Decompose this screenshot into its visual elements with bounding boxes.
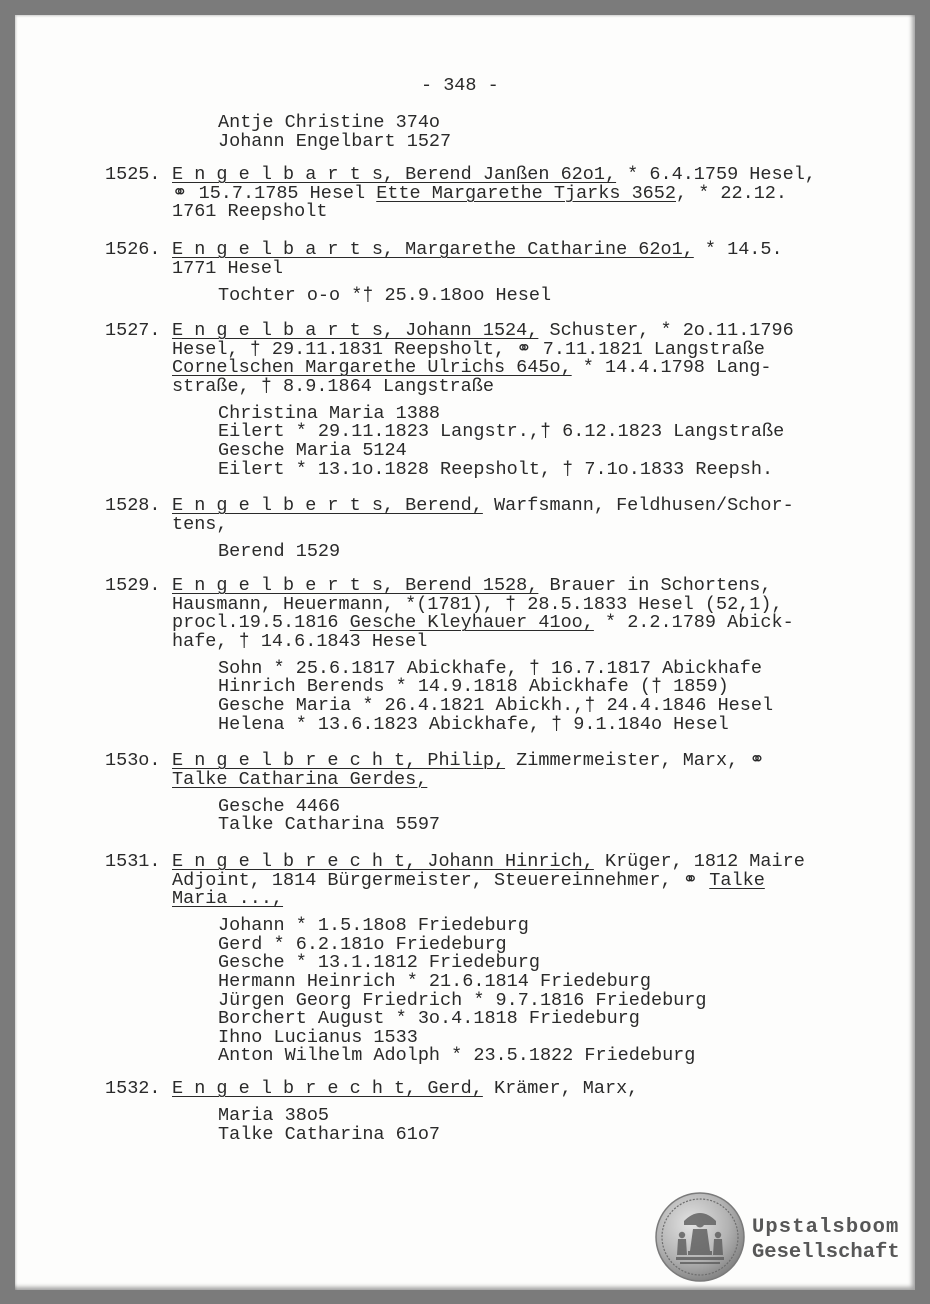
entry-line	[172, 497, 794, 516]
entry-name: E n g e l b e r t s, Berend 1528,	[172, 575, 539, 596]
entry-name: E n g e l b r e c h t, Gerd,	[172, 1078, 483, 1099]
entry-text: ⚭ 15.7.1785 Hesel	[172, 182, 377, 204]
child-line: Johann Engelbart 1527	[218, 130, 452, 152]
child-line: Talke Catharina 5597	[218, 814, 441, 836]
child-line: Antje Christine 374o	[218, 112, 441, 133]
spouse-name: Cornelschen Margarethe Ulrichs 645o,	[172, 357, 572, 379]
entry-children	[218, 917, 805, 1066]
child-line: Gesche Maria * 26.4.1821 Abickh.,† 24.4.1846 Hesel	[218, 695, 774, 717]
entry-children	[218, 402, 794, 480]
spouse-name: Talke Catharina Gerdes,	[172, 768, 428, 790]
entry-number: 1525.	[105, 164, 161, 185]
spouse-name: Maria ...,	[172, 888, 284, 910]
entry-name: E n g e l b r e c h t, Johann Hinrich,	[172, 851, 594, 872]
entry-line	[172, 203, 816, 222]
entry-head	[105, 322, 794, 396]
entry-1529	[105, 577, 794, 734]
entry-text: Krüger, 1812 Maire	[593, 851, 805, 872]
entry-text: straße, † 8.9.1864 Langstraße	[172, 375, 494, 397]
entry-line	[172, 630, 794, 652]
entry-name: E n g e l b r e c h t, Philip,	[172, 750, 506, 771]
spouse-name: Ette Margarethe Tjarks 3652	[376, 182, 676, 204]
child-line: Sohn * 25.6.1817 Abickhafe, † 16.7.1817 Abickhafe	[218, 657, 762, 679]
entry-head	[105, 752, 765, 789]
child-line: Borchert August * 3o.4.1818 Friedeburg	[218, 1008, 640, 1030]
entry-name: E n g e l b a r t s, Johann 1524,	[172, 320, 539, 341]
entry-children	[218, 795, 765, 836]
entry-text: * 6.4.1759 Hesel,	[616, 164, 816, 185]
entry-line	[172, 257, 783, 279]
child-line: Helena * 13.6.1823 Abickhafe, † 9.1.184o Hesel	[218, 713, 729, 735]
entry-number: 153o.	[105, 750, 161, 771]
entry-lines	[172, 497, 794, 534]
logo-text-line2: Gesellschaft	[752, 1241, 900, 1264]
child-line: Gerd * 6.2.181o Friedeburg	[218, 933, 507, 955]
entry-text: Zimmermeister, Marx, ⚭	[505, 750, 765, 771]
entry-text: 1771 Hesel	[172, 257, 284, 279]
logo-text-line1: Upstalsboom	[752, 1216, 900, 1239]
entry-head	[105, 241, 783, 278]
child-line: Berend 1529	[218, 540, 341, 562]
entry-line	[172, 890, 805, 909]
entry-text: * 2.2.1789 Abick-	[593, 612, 794, 634]
entry-head	[105, 1080, 638, 1099]
page-number: - 348 -	[421, 75, 499, 96]
child-line: Maria 38o5	[218, 1105, 330, 1127]
entry-1532	[105, 1080, 638, 1144]
entry-text: Warfsmann, Feldhusen/Schor-	[482, 495, 794, 516]
entry-lines	[172, 241, 783, 278]
entry-name: E n g e l b a r t s, Berend Janßen 62o1,	[172, 164, 617, 185]
entry-name: E n g e l b e r t s, Berend,	[172, 495, 483, 516]
child-line: Hinrich Berends * 14.9.1818 Abickhafe († 1859)	[218, 676, 729, 698]
entry-text: Hesel, † 29.11.1831 Reepsholt, ⚭ 7.11.1821 Langstraße	[172, 338, 765, 360]
entry-line	[172, 768, 765, 790]
document-page	[15, 15, 915, 1290]
entry-text: procl.19.5.1816	[172, 612, 350, 634]
entry-line	[172, 1080, 638, 1099]
child-line: Ihno Lucianus 1533	[218, 1026, 418, 1048]
entry-text: * 14.4.1798 Lang-	[571, 357, 772, 379]
child-line: Hermann Heinrich * 21.6.1814 Friedeburg	[218, 971, 651, 993]
entry-head	[105, 497, 794, 534]
entry-children	[218, 284, 783, 306]
entry-children	[218, 657, 794, 735]
child-line: Christina Maria 1388	[218, 402, 441, 424]
entry-lines	[172, 752, 765, 789]
entry-number: 1528.	[105, 495, 161, 516]
entry-lines	[172, 166, 816, 222]
child-line: Gesche 4466	[218, 795, 341, 817]
spouse-name: Talke	[709, 869, 765, 891]
entry-1531	[105, 853, 805, 1066]
entry-lines	[172, 577, 794, 651]
entry-1528	[105, 497, 794, 561]
entry-text: Krämer, Marx,	[482, 1078, 639, 1099]
entry-children	[218, 1107, 638, 1144]
entry-lines	[172, 322, 794, 396]
entry-text: , * 22.12.	[675, 182, 788, 204]
child-line: Eilert * 29.11.1823 Langstr.,† 6.12.1823 Langstraße	[218, 421, 785, 443]
child-line: Gesche * 13.1.1812 Friedeburg	[218, 952, 540, 974]
entry-head	[105, 853, 805, 909]
entry-number: 1527.	[105, 320, 161, 341]
entry-line	[172, 513, 794, 535]
entry-number: 1532.	[105, 1078, 161, 1099]
entry-text: * 14.5.	[693, 239, 783, 260]
entry-number: 1526.	[105, 239, 161, 260]
entry-1526	[105, 241, 783, 305]
entry-head	[105, 166, 816, 222]
upstalsboom-seal-icon	[654, 1191, 746, 1283]
entry-lines	[172, 1080, 638, 1099]
entry-1527	[105, 322, 794, 479]
entry-1530	[105, 752, 765, 835]
child-line: Johann * 1.5.18o8 Friedeburg	[218, 915, 529, 937]
child-line: Talke Catharina 61o7	[218, 1123, 441, 1145]
entry-number: 1531.	[105, 851, 161, 872]
child-line: Anton Wilhelm Adolph * 23.5.1822 Friedeburg	[218, 1045, 696, 1067]
entry-number: 1529.	[105, 575, 161, 596]
entry-text: hafe, † 14.6.1843 Hesel	[172, 630, 428, 652]
child-line: Gesche Maria 5124	[218, 440, 407, 462]
entry-1525	[105, 166, 816, 222]
intro-children	[218, 114, 451, 151]
entry-line	[172, 375, 794, 397]
child-line: Tochter o-o *† 25.9.18oo Hesel	[218, 284, 552, 306]
entry-text: Hausmann, Heuermann, *(1781), † 28.5.1833 Hesel (52,1),	[172, 593, 783, 615]
entry-text: tens,	[172, 513, 228, 535]
child-line: Jürgen Georg Friedrich * 9.7.1816 Friedeburg	[218, 989, 707, 1011]
entry-lines	[172, 853, 805, 909]
entry-text: Brauer in Schortens,	[538, 575, 772, 596]
entry-text: Schuster, * 2o.11.1796	[538, 320, 794, 341]
entry-text: Adjoint, 1814 Bürgermeister, Steuereinnehmer, ⚭	[172, 869, 710, 891]
spouse-name: Gesche Kleyhauer 41oo,	[349, 612, 594, 634]
entry-name: E n g e l b a r t s, Margarethe Catharine 62o1,	[172, 239, 694, 260]
entry-children	[218, 540, 794, 562]
entry-head	[105, 577, 794, 651]
child-line: Eilert * 13.1o.1828 Reepsholt, † 7.1o.1833 Reepsh.	[218, 458, 774, 480]
entry-text: 1761 Reepsholt	[172, 201, 328, 223]
